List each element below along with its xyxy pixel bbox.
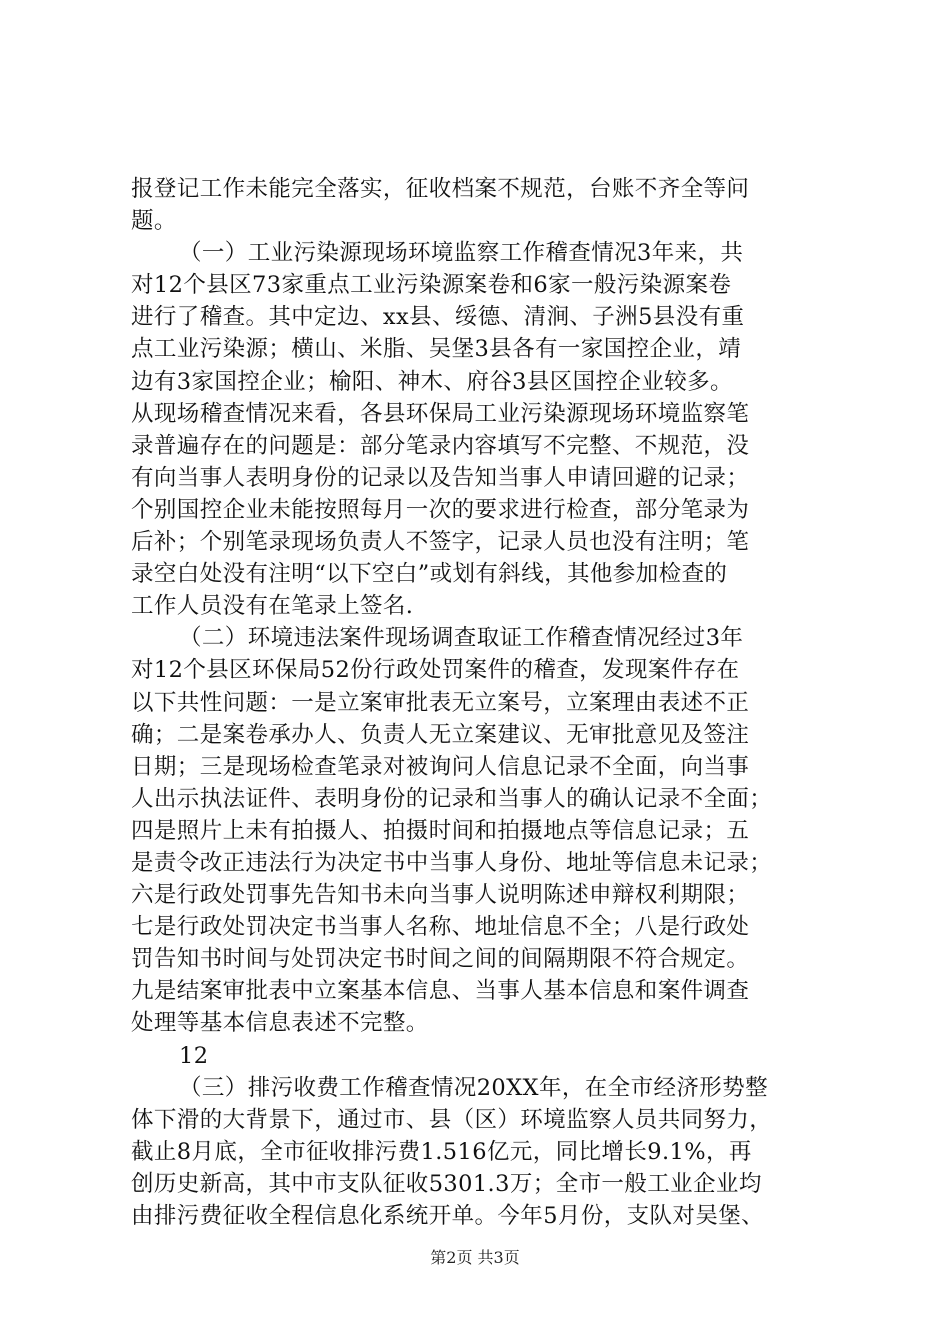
text-line: 后补；个别笔录现场负责人不签字，记录人员也没有注明；笔 <box>131 529 750 556</box>
text-line: 九是结案审批表中立案基本信息、当事人基本信息和案件调查 <box>131 978 750 1005</box>
text-line: 四是照片上未有拍摄人、拍摄时间和拍摄地点等信息记录；五 <box>131 817 750 844</box>
text-line: 录空白处没有注明“以下空白”或划有斜线，其他参加检查的 <box>131 561 728 588</box>
text-line: 边有3家国控企业；榆阳、神木、府谷3县区国控企业较多。 <box>131 368 733 395</box>
text-line: 点工业污染源；横山、米脂、吴堡3县各有一家国控企业，靖 <box>131 336 742 363</box>
text-line: 创历史新高，其中市支队征收5301.3万；全市一般工业企业均 <box>131 1170 762 1197</box>
body-text <box>131 173 831 1232</box>
text-line: （一）工业污染源现场环境监察工作稽查情况3年来，共 <box>179 240 744 267</box>
text-line: 对12个县区73家重点工业污染源案卷和6家一般污染源案卷 <box>131 272 732 299</box>
text-line: 对12个县区环保局52份行政处罚案件的稽查，发现案件存在 <box>131 657 740 684</box>
text-line: 题。 <box>131 208 177 235</box>
text-line: 进行了稽查。其中定边、xx县、绥德、清涧、子洲5县没有重 <box>131 304 745 331</box>
text-line: （三）排污收费工作稽查情况20XX年，在全市经济形势整 <box>179 1074 768 1101</box>
text-line: 由排污费征收全程信息化系统开单。今年5月份，支队对吴堡、 <box>131 1203 765 1229</box>
text-line: 处理等基本信息表述不完整。 <box>131 1010 429 1037</box>
text-line: （二）环境违法案件现场调查取证工作稽查情况经过3年 <box>179 625 744 652</box>
text-line: 个别国控企业未能按照每月一次的要求进行检查，部分笔录为 <box>131 496 750 523</box>
text-line: 工作人员没有在笔录上签名. <box>131 593 414 620</box>
text-line: 截止8月底，全市征收排污费1.516亿元，同比增长9.1%，再 <box>131 1138 752 1165</box>
text-line: 人出示执法证件、表明身份的记录和当事人的确认记录不全面； <box>131 785 773 812</box>
text-line: 是责令改正违法行为决定书中当事人身份、地址等信息未记录； <box>131 849 773 876</box>
text-line: 体下滑的大背景下，通过市、县（区）环境监察人员共同努力， <box>131 1106 773 1133</box>
text-line: 罚告知书时间与处罚决定书时间之间的间隔期限不符合规定。 <box>131 946 750 973</box>
text-line: 七是行政处罚决定书当事人名称、地址信息不全；八是行政处 <box>131 914 750 941</box>
text-line: 从现场稽查情况来看，各县环保局工业污染源现场环境监察笔 <box>131 400 750 427</box>
text-line: 报登记工作未能完全落实，征收档案不规范，台账不齐全等问 <box>131 176 750 202</box>
text-line: 日期；三是现场检查笔录对被询问人信息记录不全面，向当事 <box>131 753 750 780</box>
text-line: 确；二是案卷承办人、负责人无立案建议、无审批意见及签注 <box>131 721 750 748</box>
page-number: 第2页 共3页 <box>430 1248 520 1267</box>
text-line: 12 <box>179 1042 209 1069</box>
text-line: 六是行政处罚事先告知书未向当事人说明陈述申辩权利期限； <box>131 882 750 909</box>
text-line: 有向当事人表明身份的记录以及告知当事人申请回避的记录； <box>131 464 750 491</box>
text-line: 以下共性问题：一是立案审批表无立案号，立案理由表述不正 <box>131 689 750 716</box>
text-line: 录普遍存在的问题是：部分笔录内容填写不完整、不规范，没 <box>131 432 750 459</box>
